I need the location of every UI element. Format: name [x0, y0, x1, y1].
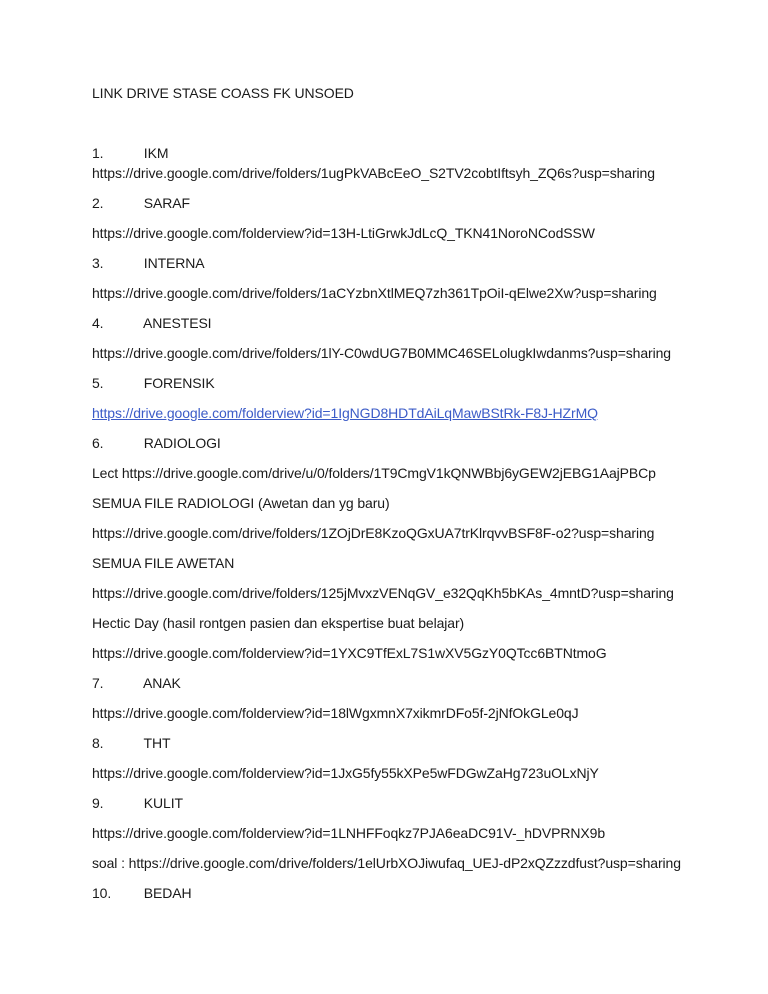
list-item — [92, 143, 738, 163]
list-item-label: THT — [143, 735, 171, 751]
hyperlink-line — [92, 403, 738, 423]
list-item-number: 10. — [92, 885, 112, 901]
list-item-label: INTERNA — [143, 255, 205, 271]
list-item-number: 4. — [92, 315, 104, 331]
text-line: SEMUA FILE AWETAN — [92, 555, 235, 571]
list-item-number: 3. — [92, 255, 104, 271]
url-text-line: https://drive.google.com/drive/folders/125jMvxzVENqGV_e32QqKh5bKAs_4mntD?usp=sharing — [92, 585, 674, 601]
text-line: SEMUA FILE RADIOLOGI (Awetan dan yg baru) — [92, 495, 390, 511]
list-item-label: BEDAH — [143, 885, 192, 901]
url-text-line: https://drive.google.com/folderview?id=1YXC9TfExL7S1wXV5GzY0QTcc6BTNtmoG — [92, 645, 607, 661]
list-item — [92, 373, 738, 393]
list-item — [92, 313, 738, 333]
list-item-number: 1. — [92, 145, 104, 161]
list-item-label: ANESTESI — [143, 315, 212, 331]
document-body — [92, 143, 738, 903]
list-item-number: 8. — [92, 735, 104, 751]
list-item-label: ANAK — [143, 675, 181, 691]
url-text-line: Lect https://drive.google.com/drive/u/0/folders/1T9CmgV1kQNWBbj6yGEW2jEBG1AajPBCp — [92, 465, 656, 481]
list-item — [92, 733, 738, 753]
list-item-label: KULIT — [143, 795, 183, 811]
list-item — [92, 673, 738, 693]
document-title: LINK DRIVE STASE COASS FK UNSOED — [92, 85, 354, 101]
list-item — [92, 193, 738, 213]
list-item-label: SARAF — [143, 195, 190, 211]
list-item — [92, 433, 738, 453]
list-item-label: IKM — [143, 145, 169, 161]
list-item-number: 9. — [92, 795, 104, 811]
url-text-line: https://drive.google.com/drive/folders/1ugPkVABcEeO_S2TV2cobtIftsyh_ZQ6s?usp=sharing — [92, 165, 655, 181]
document-content — [92, 83, 738, 903]
url-text-line: https://drive.google.com/folderview?id=18lWgxmnX7xikmrDFo5f-2jNfOkGLe0qJ — [92, 705, 579, 721]
list-item-number: 5. — [92, 375, 104, 391]
list-item — [92, 793, 738, 813]
url-text-line: https://drive.google.com/folderview?id=1LNHFFoqkz7PJA6eaDC91V-_hDVPRNX9b — [92, 825, 606, 841]
url-text-line: https://drive.google.com/folderview?id=1JxG5fy55kXPe5wFDGwZaHg723uOLxNjY — [92, 765, 599, 781]
text-line: Hectic Day (hasil rontgen pasien dan ekspertise buat belajar) — [92, 615, 465, 631]
url-text-line: https://drive.google.com/folderview?id=13H-LtiGrwkJdLcQ_TKN41NoroNCodSSW — [92, 225, 595, 241]
url-text-line: soal : https://drive.google.com/drive/folders/1elUrbXOJiwufaq_UEJ-dP2xQZzzdfust?usp=sharing — [92, 855, 681, 871]
list-item-number: 6. — [92, 435, 104, 451]
list-item-number: 2. — [92, 195, 104, 211]
url-text-line: https://drive.google.com/drive/folders/1ZOjDrE8KzoQGxUA7trKlrqvvBSF8F-o2?usp=sharing — [92, 525, 655, 541]
list-item-label: RADIOLOGI — [143, 435, 221, 451]
hyperlink[interactable]: https://drive.google.com/folderview?id=1IgNGD8HDTdAiLqMawBStRk-F8J-HZrMQ — [92, 405, 598, 421]
list-item-label: FORENSIK — [143, 375, 215, 391]
list-item — [92, 253, 738, 273]
list-item — [92, 883, 738, 903]
url-text-line: https://drive.google.com/drive/folders/1aCYzbnXtlMEQ7zh361TpOiI-qElwe2Xw?usp=sharing — [92, 285, 657, 301]
list-item-number: 7. — [92, 675, 104, 691]
url-text-line: https://drive.google.com/drive/folders/1lY-C0wdUG7B0MMC46SELolugkIwdanms?usp=sharing — [92, 345, 671, 361]
